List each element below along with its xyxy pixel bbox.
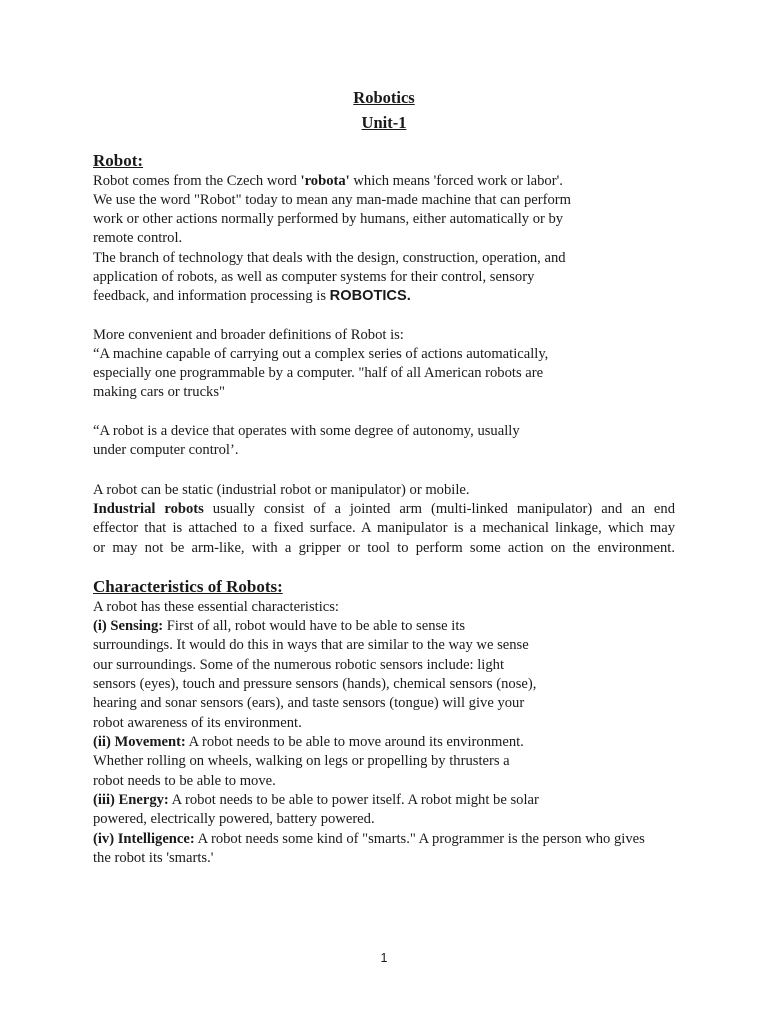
robot-line-3: work or other actions normally performed by humans, either automatically or by [93,211,564,227]
sensing-line-6: robot awareness of its environment. [93,715,302,731]
quote1-line-2: especially one programmable by a computer. "half of all American robots are [93,365,544,381]
movement-line-2: Whether rolling on wheels, walking on legs or propelling by thrusters a [93,753,510,769]
robot-line-4: remote control. [93,230,183,246]
types-line-4 [93,539,675,559]
types-line-2 [93,500,675,520]
title-robotics: Robotics [353,88,415,107]
intelligence-line-2: the robot its 'smarts.' [93,850,214,866]
types-line-3 [93,519,675,539]
sensing-line-1 [93,617,465,636]
document-title [0,88,768,108]
definitions-intro: More convenient and broader definitions of Robot is: [93,327,404,343]
sensing-label: (i) Sensing: [93,618,164,634]
quote1-line-3: making cars or trucks" [93,384,225,400]
energy-label: (iii) Energy: [93,792,169,808]
intelligence-line-1-text: A robot needs some kind of "smarts." A programmer is the person who gives [194,831,645,847]
intelligence-line-1 [93,830,645,849]
robot-line-1 [93,172,563,191]
intelligence-label: (iv) Intelligence: [93,831,195,847]
types-line-3-text: effector that is attached to a fixed surface. A manipulator is a mechanical linkage, which may [93,520,675,536]
robot-line-7-text: feedback, and information processing is [93,288,330,304]
robot-line-1-text: Robot comes from the Czech word [93,173,301,189]
robot-line-6: application of robots, as well as computer systems for their control, sensory [93,269,535,285]
movement-line-3: robot needs to be able to move. [93,773,276,789]
sensing-line-5: hearing and sonar sensors (ears), and taste sensors (tongue) will give your [93,695,525,711]
document-subtitle [0,113,768,133]
types-line-2-rest: usually consist of a jointed arm (multi-linked manipulator) and an end [203,501,675,517]
page-number: 1 [380,951,388,965]
title-unit: Unit-1 [361,113,407,132]
quote1-line-1: “A machine capable of carrying out a complex series of actions automatically, [93,346,549,362]
movement-line-1 [93,733,524,752]
robot-word-robotics: ROBOTICS. [329,288,411,304]
heading-robot: Robot: [93,151,144,170]
energy-line-1-text: A robot needs to be able to power itself. A robot might be solar [168,792,539,808]
robot-line-5: The branch of technology that deals with the design, construction, operation, and [93,250,566,266]
energy-line-2: powered, electrically powered, battery powered. [93,811,375,827]
robot-word-robota: 'robota' [300,173,350,189]
types-line-4-text: or may not be arm-like, with a gripper or tool to perform some action on the environment. [93,540,675,556]
robot-line-7 [93,287,411,306]
robot-line-1-rest: which means 'forced work or labor'. [349,173,563,189]
quote2-line-2: under computer control’. [93,442,239,458]
types-line-1: A robot can be static (industrial robot or manipulator) or mobile. [93,482,470,498]
types-industrial-robots: Industrial robots [93,501,204,517]
quote2-line-1: “A robot is a device that operates with some degree of autonomy, usually [93,423,520,439]
sensing-line-4: sensors (eyes), touch and pressure sensors (hands), chemical sensors (nose), [93,676,537,692]
sensing-line-3: our surroundings. Some of the numerous robotic sensors include: light [93,657,505,673]
movement-label: (ii) Movement: [93,734,186,750]
sensing-line-1-text: First of all, robot would have to be able to sense its [163,618,466,634]
sensing-line-2: surroundings. It would do this in ways that are similar to the way we sense [93,637,529,653]
heading-characteristics: Characteristics of Robots: [93,577,283,596]
characteristics-intro: A robot has these essential characteristics: [93,599,339,615]
movement-line-1-text: A robot needs to be able to move around its environment. [185,734,524,750]
robot-line-2: We use the word "Robot" today to mean any man-made machine that can perform [93,192,571,208]
energy-line-1 [93,791,539,810]
